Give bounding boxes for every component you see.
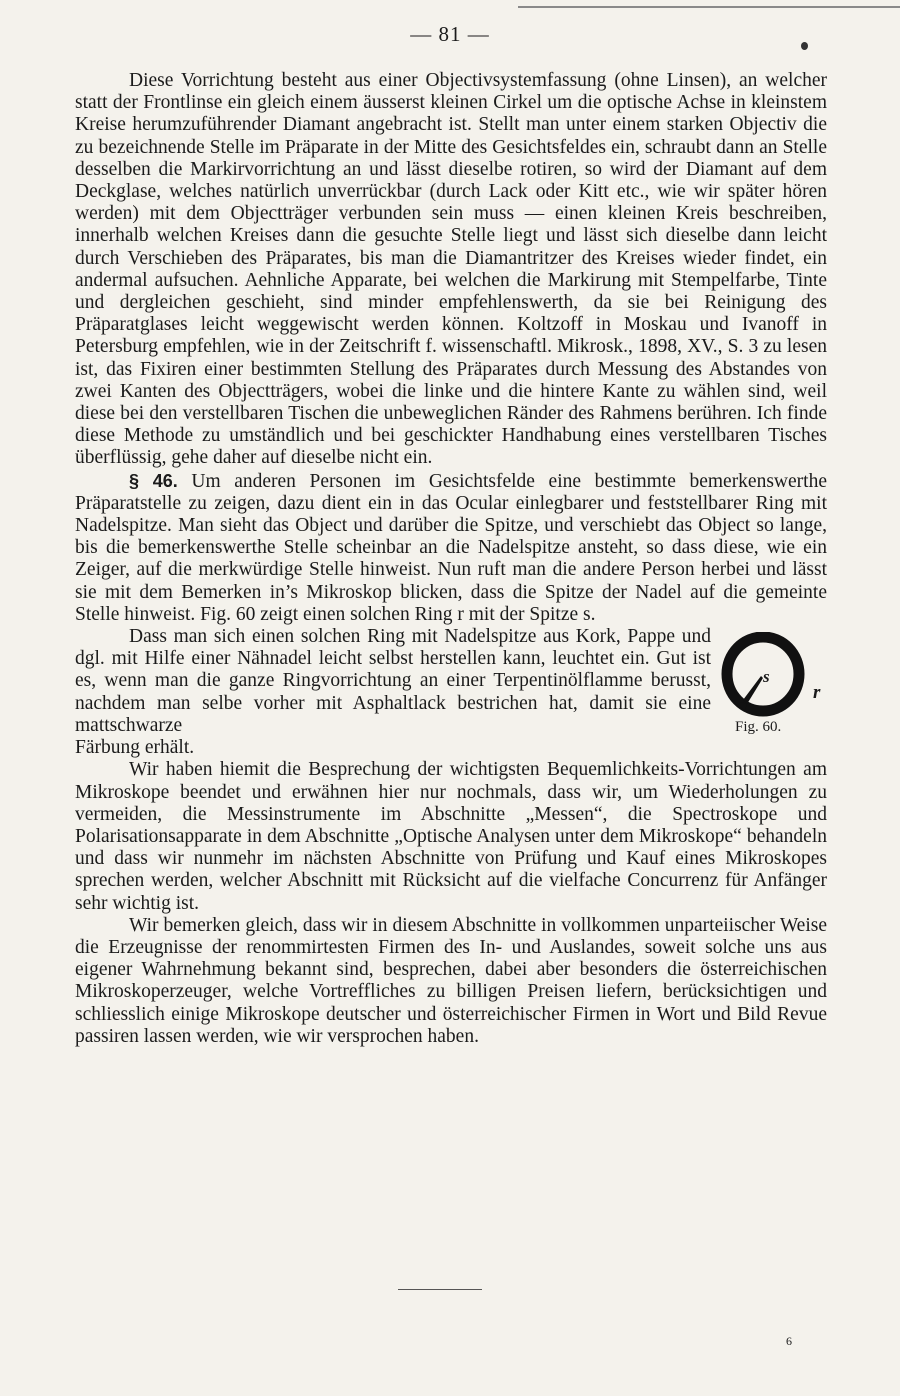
paragraph-2 (75, 470, 827, 626)
page-number: — 81 — (410, 22, 490, 46)
paragraph-3: Dass man sich einen solchen Ring mit Nadelspitze aus Kork, Pappe und dgl. mit Hilfe einer Nähnadel leicht selbst herstellen kann, leuchtet ein. Gut ist es, wenn man die ganze Ringvorrichtung an einer Terpentinölflamme berusst, nachdem man selbe vorher mit Asphaltlack bestrichen hat, damit sie eine mattschwarze (75, 626, 711, 736)
paragraph-3-end: Färbung erhält. (75, 737, 195, 759)
paragraph-5: Wir bemerken gleich, dass wir in diesem Abschnitte in vollkommen unparteiischer Weise die Erzeugnisse der renommirtesten Firmen des In- und Auslandes, soweit solche uns aus eigener Wahrnehmung bekannt sind, besprechen, dabei aber besonders die österreichischen Mikroskoperzeuger, welche Vortreffliches zu billigen Preisen liefern, berücksichtigen und schliesslich einige Mikroskope deutscher und österreichischer Firmen in Wort und Bild Revue passiren lassen werden, wie wir versprochen haben. (75, 914, 827, 1047)
figure-block (75, 626, 827, 737)
paragraph-1: Diese Vorrichtung besteht aus einer Objectivsystemfassung (ohne Linsen), an welcher statt der Frontlinse ein gleich einem äusserst kleinen Cirkel um die optische Achse in kleinstem Kreise herumzuführender Diamant angebracht ist. Stellt man unter einem starken Objectiv die zu bezeichnende Stelle im Präparate in der Mitte des Gesichtsfeldes ein, schraubt dann an Stelle desselben die Markirvorrichtung an und lässt dieselbe rotiren, so wird der Diamant auf dem Deckglase, welches natürlich unverrückbar (durch Lack oder Kitt etc., wie wir später hören werden) mit dem Objectträger verbunden sein muss — einen kleinen Kreis beschreiben, innerhalb welchen Kreises dann die gesuchte Stelle liegt und lässt sich dieselbe dann leicht durch Verschieben des Präparates, bis man die Diamantritzer des Kreises wieder findet, ein andermal aufsuchen. Aehnliche Apparate, bei welchen die Markirung mit Stempelfarbe, Tinte und dergleichen geschieht, sind minder empfehlenswerth, da sie bei Reinigung des Präparatglases leicht weggewischt werden können. Koltzoff in Moskau und Ivanoff in Petersburg empfehlen, wie in der Zeitschrift f. wissenschaftl. Mikrosk., 1898, XV., S. 3 zu lesen ist, das Fixiren einer bestimmten Stellung des Präparates durch Messung des Abstandes von zwei Kanten des Objectträgers, wobei die linke und die hintere Kante zu wählen sind, weil diese bei den verstellbaren Tischen die unbeweglichen Ränder des Rahmens berühren. Ich finde diese Methode zu umständlich und bei geschickter Handhabung eines verstellbaren Tisches überflüssig, gehe daher auf dieselbe nicht ein. (75, 70, 827, 469)
corner-mark: 6 (786, 1334, 792, 1348)
paragraph-4: Wir haben hiemit die Besprechung der wichtigsten Bequemlichkeits-Vorrichtungen am Mikroskope beendet und erwähnen hier nur nochmals, dass wir, um Wiederholungen zu vermeiden, die Messinstrumente im Abschnitte „Messen“, die Spectroskope und Polarisationsapparate in dem Abschnitte „Optische Analysen unter dem Mikroskope“ behandeln und dass wir nunmehr im nächsten Abschnitte von Prüfung und Kauf eines Mikroskopes sprechen werden, welcher Abschnitt mit Rücksicht auf die vielfache Concurrenz für Anfänger sehr wichtig ist. (75, 759, 827, 914)
figure-label-r: r (813, 682, 821, 704)
bottom-rule (398, 1289, 482, 1290)
top-rule (518, 6, 900, 8)
paragraph-2-text: Um anderen Personen im Gesichtsfelde eine bestimmte bemerkenswerthe Präparatstelle zu zeigen, dazu dient ein in das Ocular einlegbarer und feststellbarer Ring mit Nadelspitze. Man sieht das Object und darüber die Spitze, und verschiebt das Object so lange, bis die bemerkenswerthe Stelle scheinbar an die Nadelspitze ansteht, so dass diese, wie ein Zeiger, auf die merkwürdige Stelle hinweist. Nun ruft man die andere Person herbei und lässt sie mit dem Bemerken in’s Mikroskop blicken, dass die Spitze der Nadel auf die gemeinte Stelle hinweist. Fig. 60 zeigt einen solchen Ring r mit der Spitze s. (75, 470, 827, 625)
figure-60 (711, 626, 827, 736)
body-text (75, 70, 827, 1048)
figure-label-s: s (763, 667, 770, 687)
section-label: § 46. (129, 470, 178, 491)
ink-speck (801, 42, 808, 50)
figure-caption: Fig. 60. (735, 719, 782, 736)
